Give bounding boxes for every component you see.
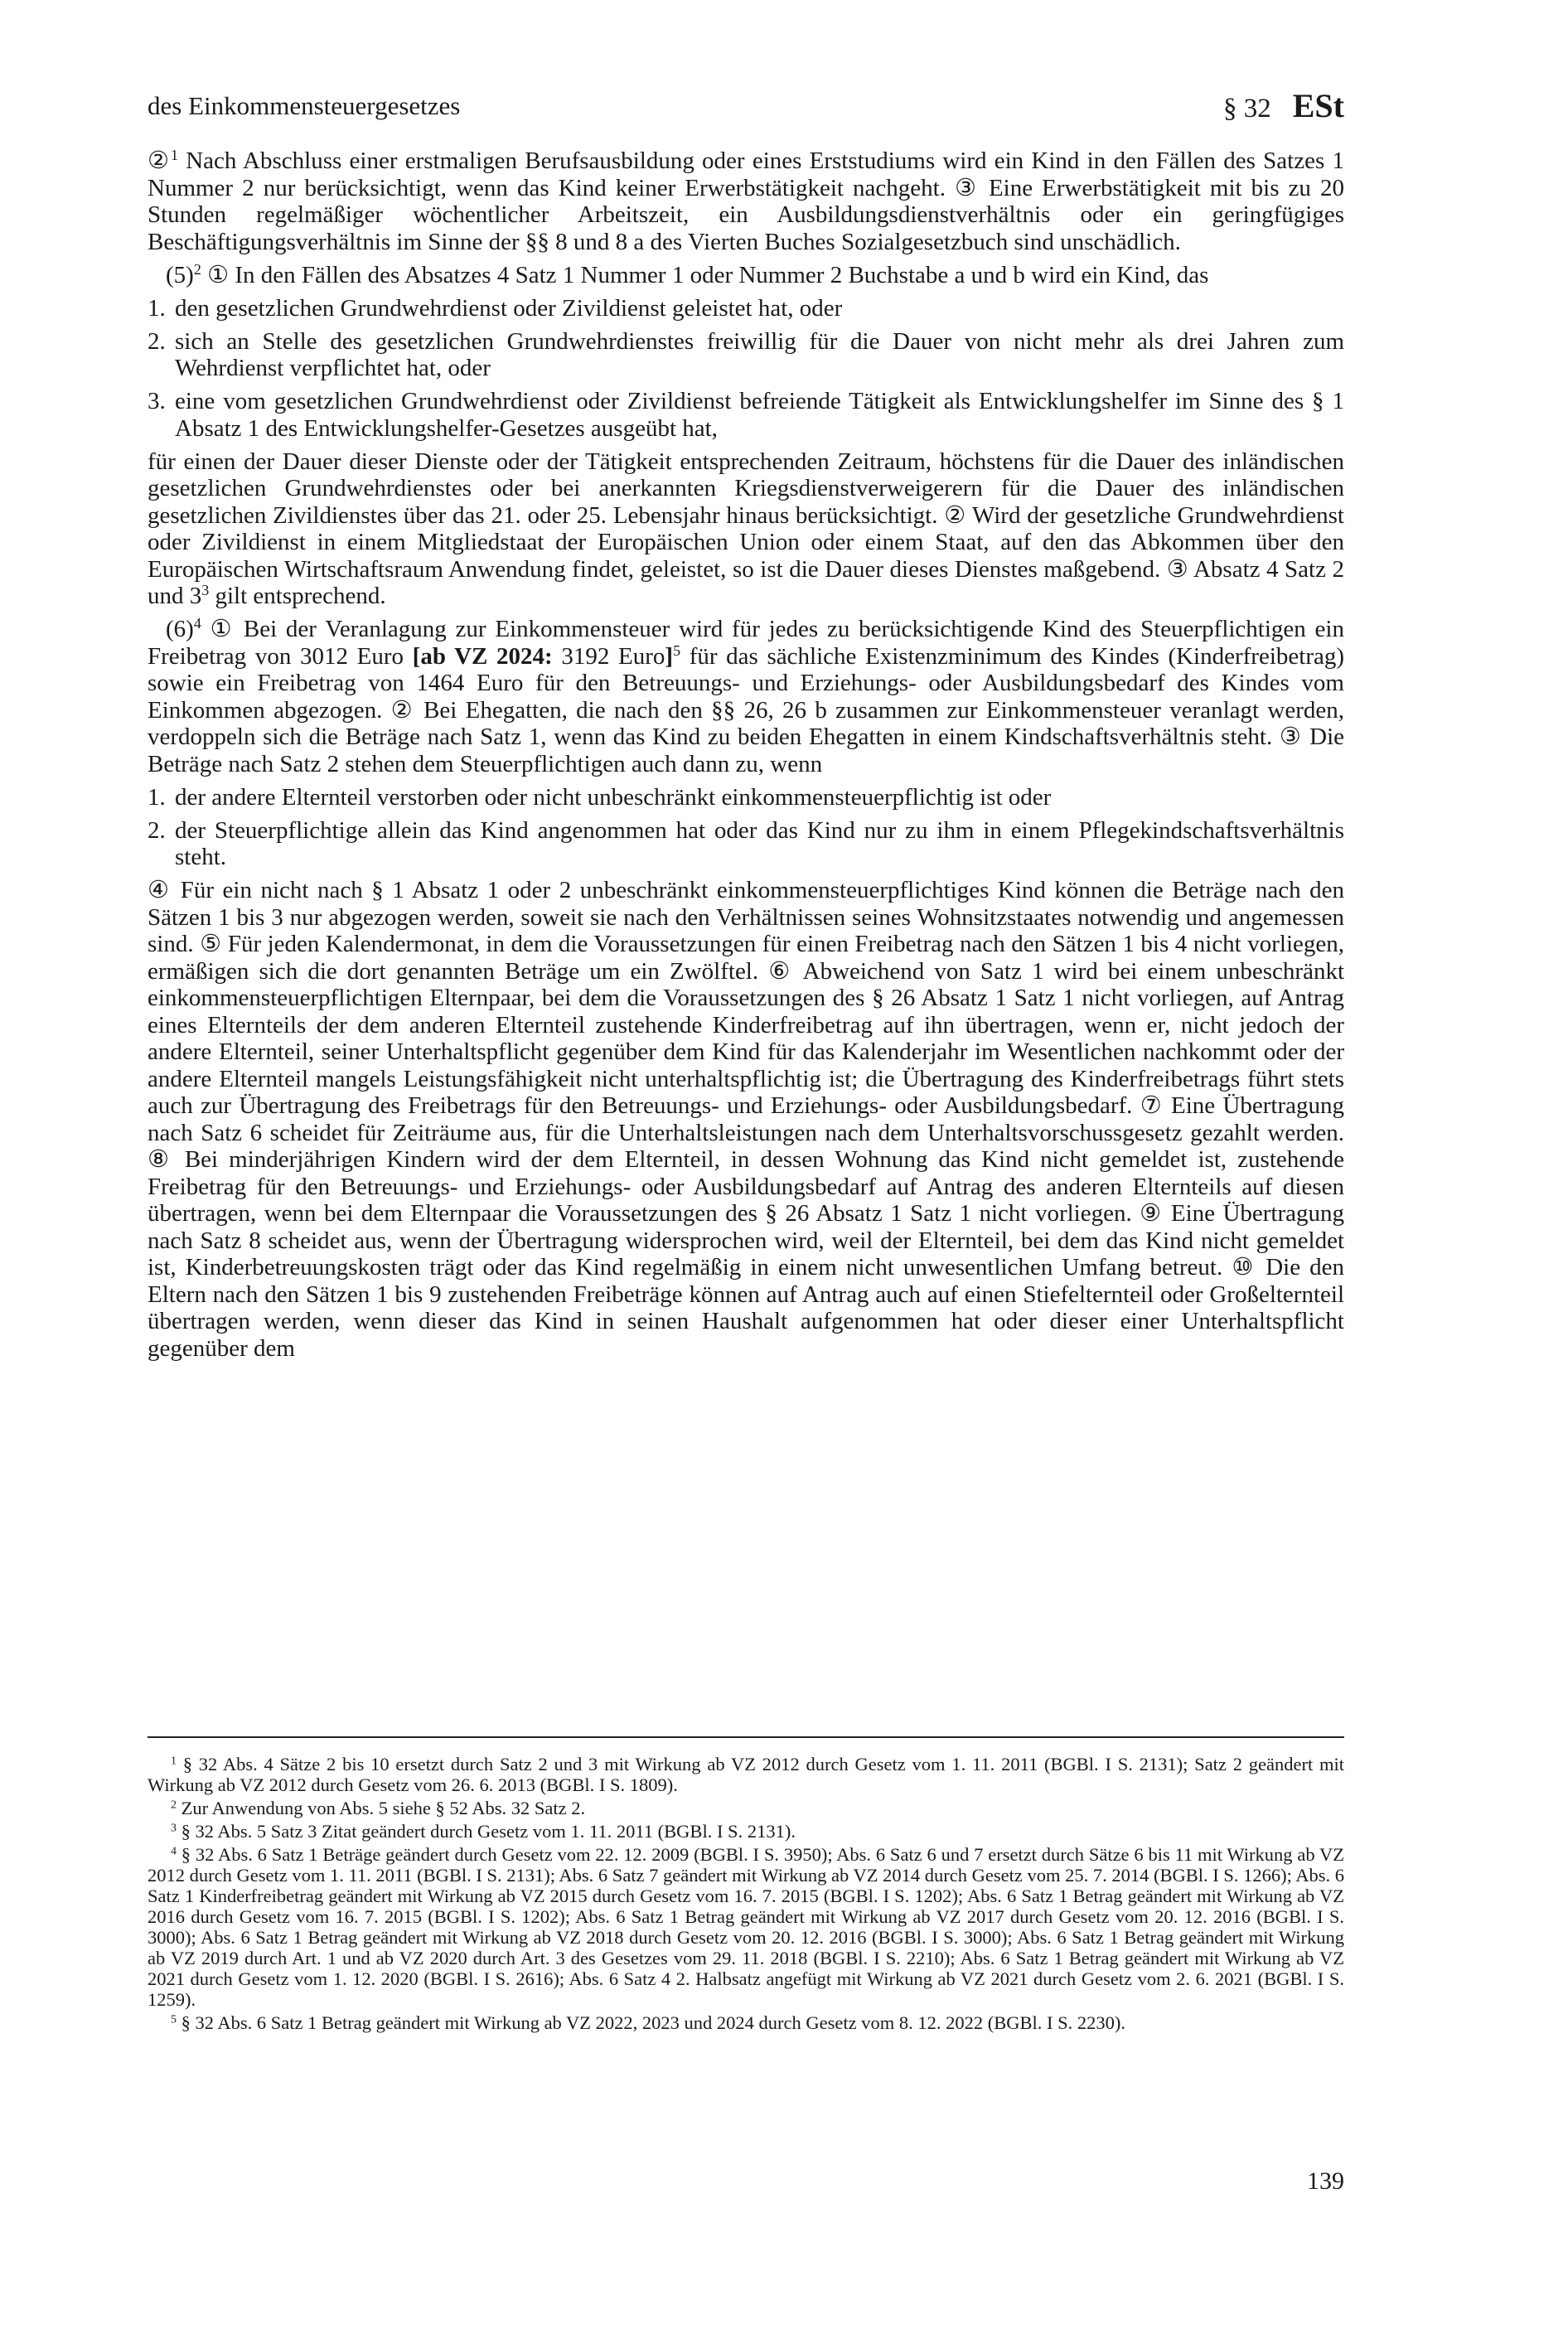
sentence-marker: ②: [148, 148, 171, 174]
sentence-marker: ①: [201, 616, 235, 642]
absatz-label: (6): [166, 616, 194, 642]
list-item: [148, 328, 1344, 382]
header-law-abbreviation: ESt: [1292, 87, 1344, 124]
footnote-text: § 32 Abs. 6 Satz 1 Betrag geändert mit Wirkung ab VZ 2022, 2023 und 2024 durch Gesetz vom 8. 12. 2022 (BGBl. I S. 2230).: [176, 2012, 1125, 2033]
amendment-amount: 3192 Euro: [552, 642, 665, 670]
sentence-marker: ⑦: [1140, 1092, 1164, 1119]
list-number: 3.: [148, 388, 166, 414]
sentence-text: In den Fällen des Absatzes 4 Satz 1 Nummer 1 oder Nummer 2 Buchstabe a und b wird ein Kind, das: [229, 261, 1209, 288]
sentence-text: Die Beträge nach Satz 2 stehen dem Steuerpflichtigen auch dann zu, wenn: [148, 724, 1345, 777]
sentence-text: gilt entsprechend.: [209, 583, 386, 609]
header-law-title: des Einkommensteuergesetzes: [148, 91, 461, 120]
absatz-5-list: [148, 295, 1344, 443]
absatz-6: [148, 616, 1344, 777]
footnote-number: 2: [171, 1799, 177, 1812]
header-section-ref: [1223, 86, 1344, 125]
absatz-label: (5): [166, 261, 194, 288]
page-number: 139: [1307, 2167, 1344, 2195]
sentence-text: Bei minderjährigen Kindern wird der dem Elternteil, in dessen Wohnung das Kind nicht gemeldet ist, zustehende Freibetrag für den Betreuungs- und Erziehungs- oder Ausbildungsbedarf auf Antrag des anderen Elternteils auf diesen übertragen, wenn bei dem Elternpaar die Voraussetzungen des § 26 Absatz 1 Satz 1 nicht vorliegen.: [148, 1146, 1345, 1227]
footnote-ref: 3: [201, 582, 210, 599]
footnote-ref: 4: [193, 615, 201, 632]
absatz-6-continuation: [148, 877, 1344, 1362]
footnote-ref: 1: [171, 147, 178, 164]
footnote: [148, 1798, 1344, 1818]
list-number: 1.: [148, 294, 166, 322]
footnote-divider: [148, 1736, 1344, 1738]
footnote-text: Zur Anwendung von Abs. 5 siehe § 52 Abs. 32 Satz 2.: [176, 1798, 586, 1818]
sentence-marker: ②: [944, 501, 966, 529]
sentence-text: Absatz 4 Satz 2 und 3: [148, 555, 1345, 609]
sentence-marker: ③: [1166, 555, 1189, 583]
amendment-note-close: ]: [665, 642, 674, 670]
footnote-ref: 2: [193, 260, 201, 278]
footnote-number: 1: [171, 1755, 177, 1768]
sentence-marker: ①: [201, 261, 230, 288]
sentence-text: Abweichend von Satz 1 wird bei einem unbeschränkt einkommensteuerpflichtigen Elternpaar, bei dem die Voraussetzungen des § 26 Absatz 1 Satz 1 nicht vorliegen, auf Antrag eines Elternteils der dem anderen Elternteil zustehende Kinderfreibetrag auf ihn übertragen, wenn er, nicht jedoch der andere Elternteil, seiner Unterhaltspflicht gegenüber dem Kind für das Kalenderjahr im Wesentlichen nachkommt oder der andere Elternteil mangels Leistungsfähigkeit nicht unterhaltspflichtig ist; die Übertragung des Kinderfreibetrags führt stets auch zur Übertragung des Freibetrags für den Betreuungs- und Erziehungs- oder Ausbildungsbedarf.: [148, 957, 1345, 1119]
sentence-text: Eine Übertragung nach Satz 8 scheidet aus, wenn der Übertragung widersprochen wird, weil der Elternteil, bei dem das Kind nicht gemeldet ist, Kinderbetreuungskosten trägt oder das Kind regelmäßig in einem nicht unwesentlichen Umfang betreut.: [148, 1200, 1345, 1281]
footnote-number: 4: [171, 1845, 177, 1858]
list-item: [148, 295, 1344, 322]
main-text: [148, 148, 1344, 1368]
list-text: den gesetzlichen Grundwehrdienst oder Zivildienst geleistet hat, oder: [175, 294, 843, 322]
list-number: 2.: [148, 327, 166, 355]
header-section: § 32: [1223, 94, 1271, 123]
footnote-text: § 32 Abs. 5 Satz 3 Zitat geändert durch Gesetz vom 1. 11. 2011 (BGBl. I S. 2131).: [176, 1821, 796, 1842]
footnote-number: 3: [171, 1822, 177, 1835]
footnote-text: § 32 Abs. 4 Sätze 2 bis 10 ersetzt durch Satz 2 und 3 mit Wirkung ab VZ 2012 durch Gesetz vom 1. 11. 2011 (BGBl. I S. 2131); Satz 2 geändert mit Wirkung ab VZ 2012 durch Gesetz vom 26. 6. 2013 (BGBl. I S. 1809).: [148, 1754, 1344, 1795]
footnote-text: § 32 Abs. 6 Satz 1 Beträge geändert durch Gesetz vom 22. 12. 2009 (BGBl. I S. 3950); Abs. 6 Satz 6 und 7 ersetzt durch Sätze 6 bis 11 mit Wirkung ab VZ 2012 durch Gesetz vom 1. 11. 2011 (BGBl. I S. 2131); Abs. 6 Satz 7 geändert mit Wirkung ab VZ 2014 durch Gesetz vom 25. 7. 2014 (BGBl. I S. 1266); Abs. 6 Satz 1 Kinderfreibetrag geändert mit Wirkung ab VZ 2015 durch Gesetz vom 16. 7. 2015 (BGBl. I S. 1202); Abs. 6 Satz 1 Betrag geändert mit Wirkung ab VZ 2016 durch Gesetz vom 16. 7. 2015 (BGBl. I S. 1202); Abs. 6 Satz 1 Betrag geändert mit Wirkung ab VZ 2017 durch Gesetz vom 20. 12. 2016 (BGBl. I S. 3000); Abs. 6 Satz 1 Betrag geändert mit Wirkung ab VZ 2018 durch Gesetz vom 20. 12. 2016 (BGBl. I S. 3000); Abs. 6 Satz 1 Betrag geändert mit Wirkung ab VZ 2019 durch Art. 1 und ab VZ 2020 durch Art. 3 des Gesetzes vom 29. 11. 2018 (BGBl. I S. 2210); Abs. 6 Satz 1 Betrag geändert mit Wirkung ab VZ 2021 durch Gesetz vom 1. 12. 2020 (BGBl. I S. 2616); Abs. 6 Satz 4 2. Halbsatz angefügt mit Wirkung ab VZ 2021 durch Gesetz vom 2. 6. 2021 (BGBl. I S. 1259).: [148, 1844, 1344, 2010]
sentence-marker: ⑤: [200, 931, 222, 957]
footnotes: [148, 1754, 1344, 2036]
sentence-text: Bei Ehegatten, die nach den §§ 26, 26 b zusammen zur Einkommensteuer veranlagt werden, verdoppeln sich die Beträge nach Satz 1, wenn das Kind zu beiden Ehegatten in einem Kindschaftsverhältnis steht.: [148, 696, 1344, 750]
absatz-6-list: [148, 784, 1344, 871]
footnote: [148, 1844, 1344, 2010]
list-text: sich an Stelle des gesetzlichen Grundwehrdienstes freiwillig für die Dauer von nicht mehr als drei Jahren zum Wehrdienst verpflichtet hat, oder: [175, 327, 1344, 381]
sentence-marker: ⑩: [1232, 1254, 1257, 1281]
footnote-ref: 5: [673, 641, 681, 659]
list-item: [148, 784, 1344, 811]
sentence-text: Bei der Veranlagung zur Einkommensteuer wird für jedes zu berücksichtigende Kind des Steuerpflichtigen ein Freibetrag von 3012 Euro: [148, 616, 1344, 670]
sentence-marker: ⑥: [768, 957, 795, 985]
absatz-5-tail: [148, 448, 1344, 610]
sentence-text: Eine Erwerbstätigkeit mit bis zu 20 Stunden regelmäßiger wöchentlicher Arbeitszeit, ein Ausbildungsdienstverhältnis oder ein geringfügiges Beschäftigungsverhältnis im Sinne der §§ 8 und 8 a des Vierten Buches Sozialgesetzbuch sind unschädlich.: [148, 174, 1345, 255]
list-text: der andere Elternteil verstorben oder nicht unbeschränkt einkommensteuerpflichtig ist oder: [175, 783, 1052, 811]
sentence-text: Für ein nicht nach § 1 Absatz 1 oder 2 unbeschränkt einkommensteuerpflichtiges Kind können die Beträge nach den Sätzen 1 bis 3 nur abgezogen werden, soweit sie nach den Verhältnissen seines Wohnsitzstaates notwendig und angemessen sind.: [148, 877, 1344, 957]
footnote: [148, 1754, 1344, 1795]
list-text: der Steuerpflichtige allein das Kind angenommen hat oder das Kind nur zu ihm in einem Pflegekindschaftsverhältnis steht.: [175, 816, 1344, 870]
sentence-text: Für jeden Kalendermonat, in dem die Voraussetzungen für einen Freibetrag nach den Sätzen 1 bis 4 nicht vorliegen, ermäßigen sich die dort genannten Beträge um ein Zwölftel.: [148, 931, 1345, 985]
amendment-note-open: [ab VZ 2024:: [412, 642, 553, 670]
footnote: [148, 2012, 1344, 2033]
sentence-marker: ②: [390, 696, 415, 724]
sentence-marker: ④: [148, 877, 172, 903]
list-text: eine vom gesetzlichen Grundwehrdienst oder Zivildienst befreiende Tätigkeit als Entwicklungshelfer im Sinne des § 1 Absatz 1 des Entwicklungshelfer-Gesetzes ausgeübt hat,: [175, 388, 1344, 442]
sentence-marker: ③: [955, 174, 980, 201]
sentence-text: für das sächliche Existenzminimum des Kindes (Kinderfreibetrag) sowie ein Freibetrag von 1464 Euro für den Betreuungs- und Erziehungs- oder Ausbildungsbedarf des Kindes vom Einkommen abgezogen.: [148, 642, 1344, 724]
list-item: [148, 388, 1344, 442]
sentence-text: Nach Abschluss einer erstmaligen Berufsausbildung oder eines Erststudiums wird ein Kind in den Fällen des Satzes 1 Nummer 2 nur berücksichtigt, wenn das Kind keiner Erwerbstätigkeit nachgeht.: [148, 148, 1345, 201]
sentence-marker: ⑧: [148, 1146, 174, 1173]
list-number: 1.: [148, 783, 166, 811]
absatz-5: [148, 262, 1344, 289]
sentence-marker: ⑨: [1140, 1200, 1164, 1227]
sentence-text: Die den Eltern nach den Sätzen 1 bis 9 zustehenden Freibeträge können auf Antrag auch auf einen Stiefelternteil oder Großelternteil übertragen werden, wenn dieser das Kind in seinen Haushalt aufgenommen hat oder dieser einer Unterhaltspflicht gegenüber dem: [148, 1254, 1344, 1362]
sentence-text: Wird der gesetzliche Grundwehrdienst oder Zivildienst in einem Mitgliedstaat der Europäischen Union oder einem Staat, auf den das Abkommen über den Europäischen Wirtschaftsraum Anwendung findet, geleistet, so ist die Dauer dieses Dienstes maßgebend.: [148, 501, 1344, 583]
running-header: [148, 86, 1344, 128]
sentence-text: für einen der Dauer dieser Dienste oder der Tätigkeit entsprechenden Zeitraum, höchstens für die Dauer des inländischen gesetzlichen Grundwehrdienstes oder bei anerkannten Kriegsdienstverweigerern für die Dauer des inländischen gesetzlichen Zivildienstes über das 21. oder 25. Lebensjahr hinaus berücksichtigt.: [148, 448, 1344, 529]
footnote: [148, 1821, 1344, 1842]
abs4-continuation: [148, 148, 1344, 255]
sentence-marker: ③: [1279, 724, 1303, 750]
list-item: [148, 817, 1344, 871]
sentence-text: Eine Übertragung nach Satz 6 scheidet für Zeiträume aus, für die Unterhaltsleistungen nach dem Unterhaltsvorschussgesetz gezahlt werden.: [148, 1092, 1344, 1146]
footnote-number: 5: [171, 2013, 177, 2026]
list-number: 2.: [148, 816, 166, 844]
